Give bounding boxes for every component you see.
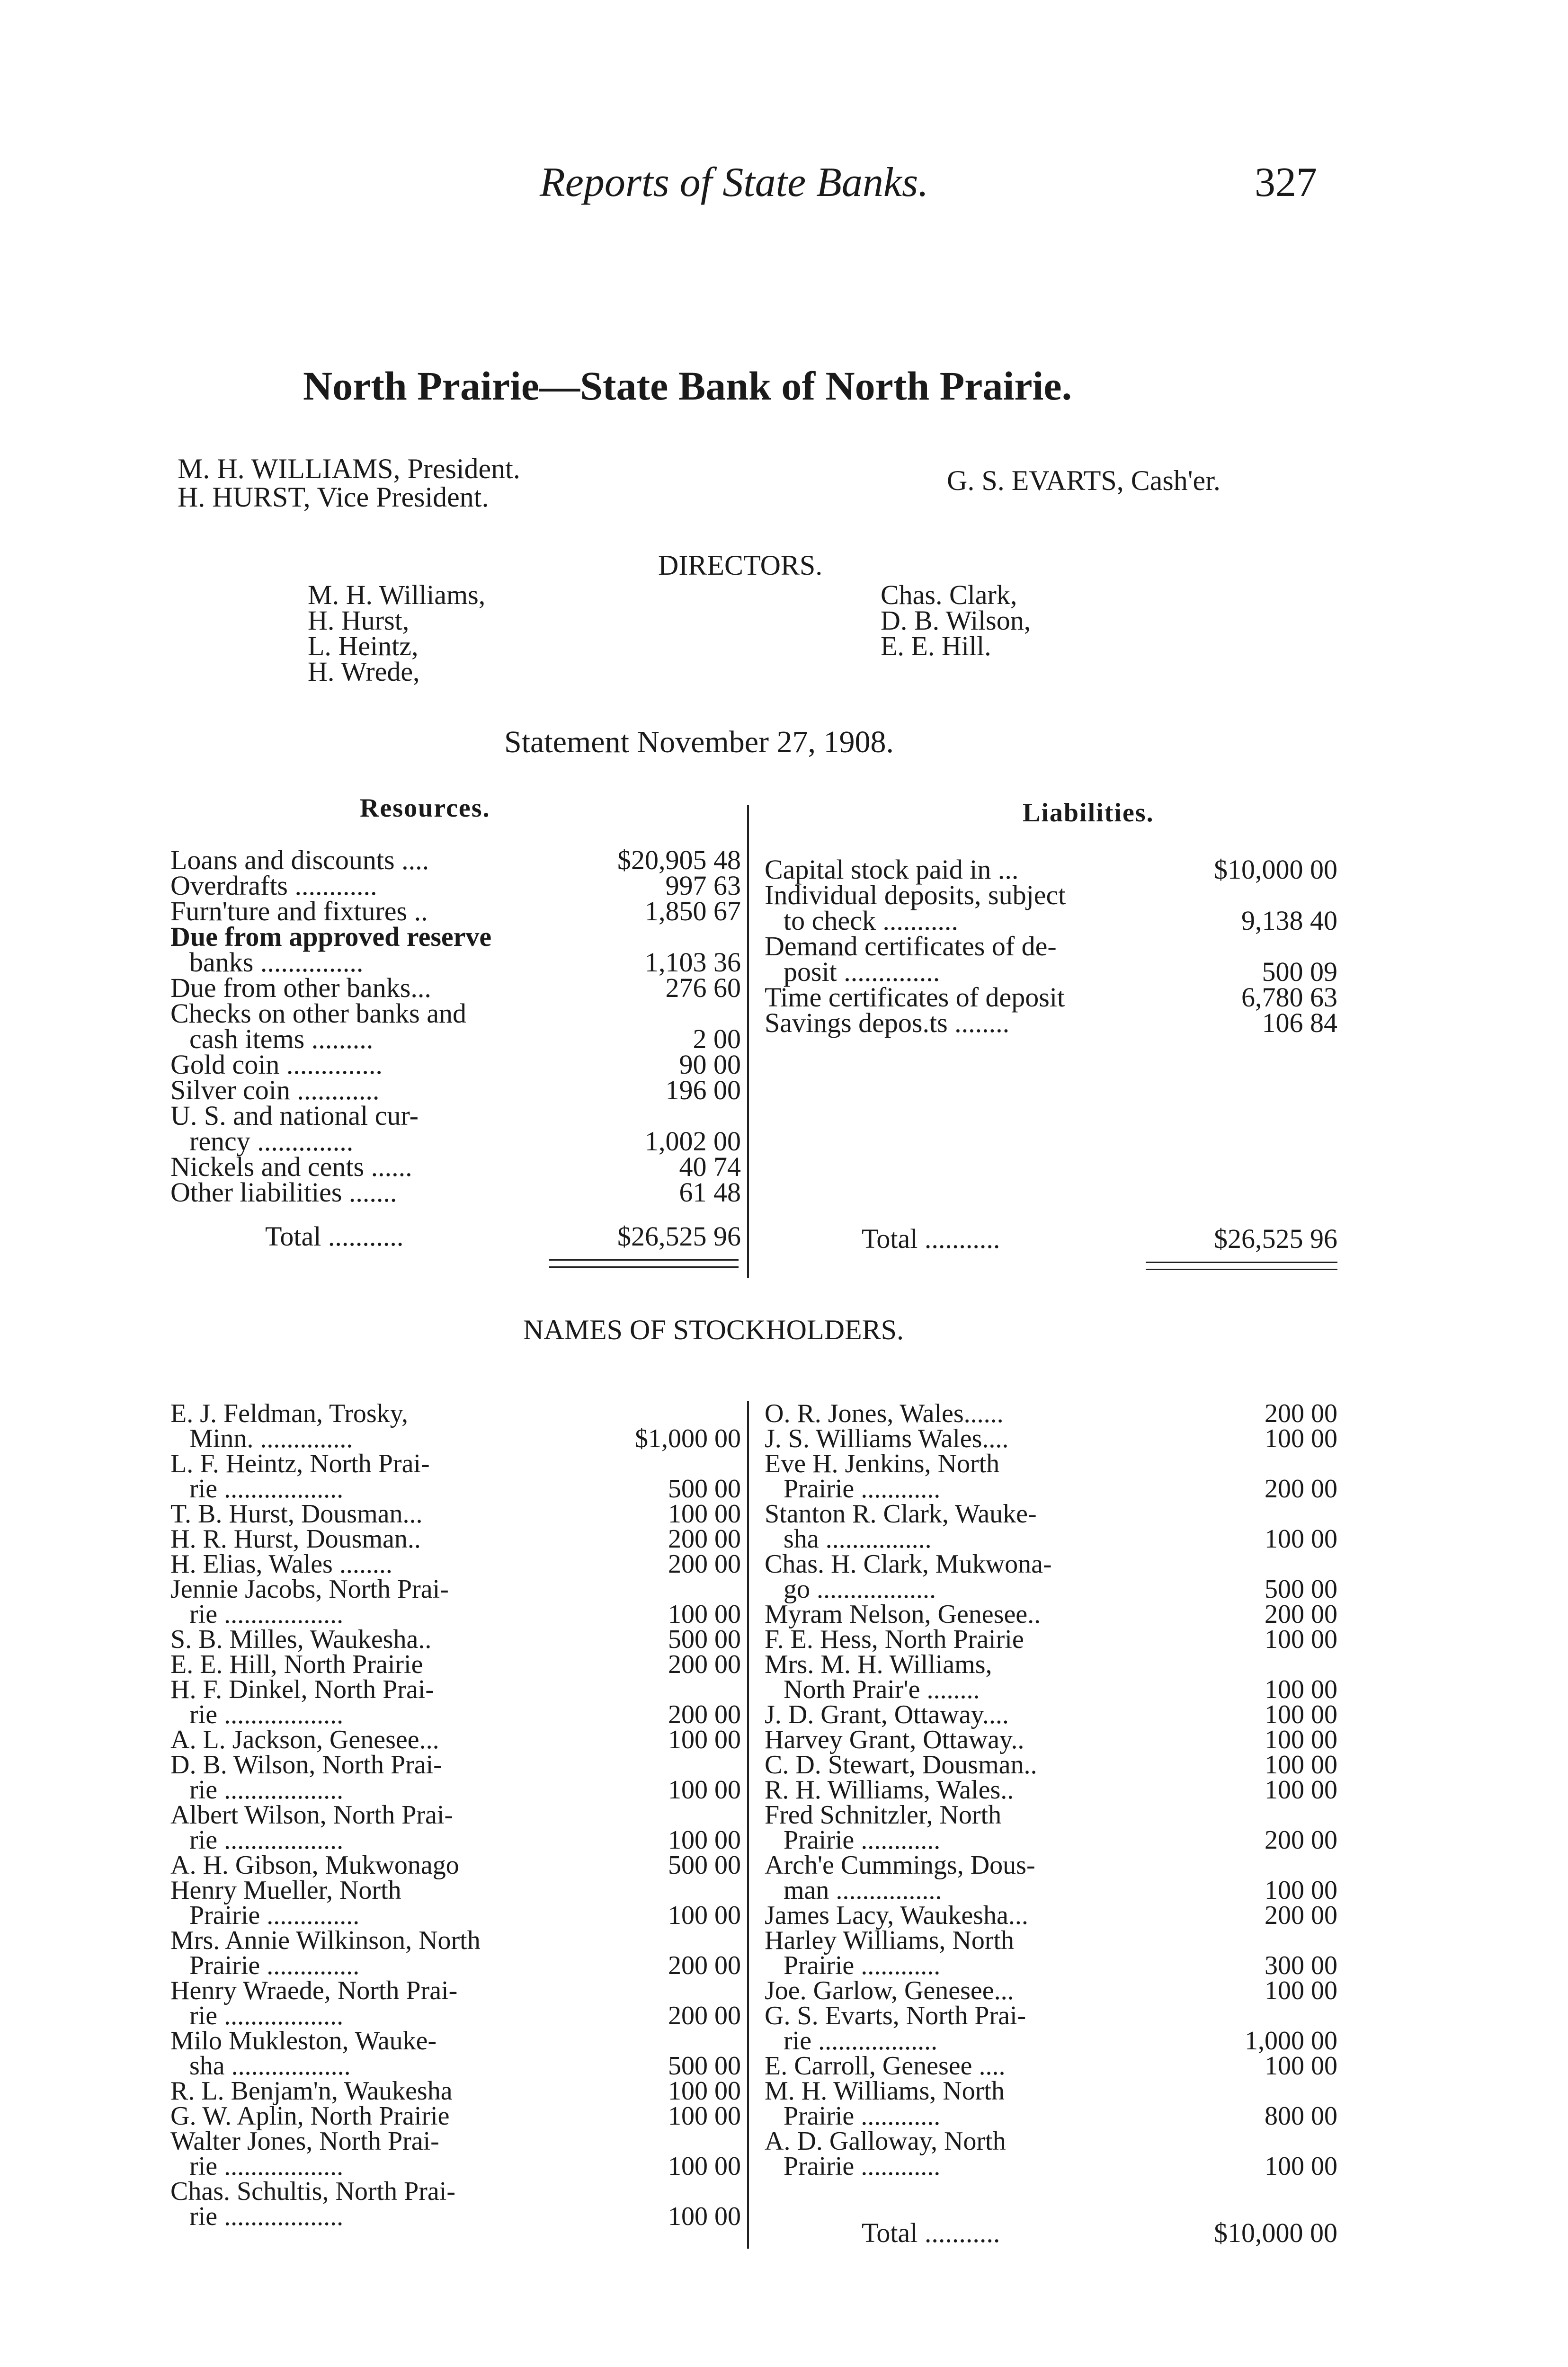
stockholder-row [170,1800,741,1830]
stockholder-name: Prairie ............ [784,2152,941,2181]
stockholder-name: E. Carroll, Genesee .... [765,2051,1006,2081]
stockholder-name: Myram Nelson, Genesee.. [765,1600,1041,1629]
stockholder-name: A. L. Jackson, Genesee... [170,1725,439,1754]
resource-row [170,947,741,978]
stockholder-name: Minn. .............. [189,1424,353,1453]
stockholder-row [765,1727,1337,1753]
resource-amount: 2 00 [693,1023,741,1054]
stockholder-amount: 1,000 00 [1245,2026,1337,2056]
stockholder-amount: 100 00 [1265,2051,1337,2081]
liability-label: to check ........... [784,905,958,936]
stockholder-name: R. H. Williams, Wales.. [765,1775,1014,1805]
resource-amount: 276 60 [665,972,741,1003]
resource-row [170,896,741,926]
stockholder-amount: 100 00 [1265,1524,1337,1554]
stockholder-row [765,1800,1337,1830]
stockholder-row [170,1978,741,2003]
stockholder-row [765,1750,1337,1780]
liabilities-total-amount: $26,525 96 [1214,1223,1337,1254]
stockholder-row [765,1474,1337,1504]
resource-row [170,972,741,1003]
stockholder-amount: 100 00 [668,2101,741,2131]
stockholder-name: Henry Wraede, North Prai- [170,1976,458,2005]
stockholder-name: rie .................. [189,1474,344,1504]
stockholder-amount: 100 00 [1265,1976,1337,2005]
resource-amount: 61 48 [679,1177,741,1208]
stockholder-name: T. B. Hurst, Dousman... [170,1499,423,1529]
running-header-title: Reports of State Banks. [540,160,929,205]
stockholder-name: Prairie ............ [784,1474,941,1504]
resource-label: banks ............... [189,947,364,978]
bank-title: North Prairie—State Bank of North Prairie. [303,363,1072,409]
resource-row [170,921,741,952]
stockholder-name: Harley Williams, North [765,1926,1015,1955]
director-name: H. Wrede, [308,656,420,687]
resource-label: rency .............. [189,1126,354,1157]
stockholder-amount: 200 00 [1265,1399,1337,1428]
stockholder-amount: 200 00 [1265,1600,1337,1629]
stockholder-name: M. H. Williams, North [765,2076,1005,2106]
directors-right-list [881,579,1031,661]
resources-total-row [265,1221,741,1252]
directors-heading: DIRECTORS. [658,550,823,581]
stockholder-name: Harvey Grant, Ottaway.. [765,1725,1025,1754]
resources-table [170,847,741,1207]
stockholder-row [765,1677,1337,1702]
resource-row [170,998,741,1029]
stockholder-amount: 200 00 [668,2001,741,2030]
stockholder-row [765,1775,1337,1805]
stockholder-name: O. R. Jones, Wales...... [765,1399,1004,1428]
resources-total-rule [549,1259,739,1268]
stockholder-name: Chas. Schultis, North Prai- [170,2177,455,2206]
stockholders-total-amount: $10,000 00 [1214,2217,1337,2248]
liability-amount: 106 84 [1262,1007,1337,1038]
resource-label: Silver coin ............ [170,1075,380,1105]
stockholder-name: rie .................. [189,2202,344,2231]
stockholder-amount: 100 00 [1265,1750,1337,1780]
resource-row [170,1126,741,1157]
stockholder-name: J. D. Grant, Ottaway.... [765,1700,1009,1729]
stockholder-amount: 100 00 [668,2152,741,2181]
stockholders-column-divider [747,1401,749,2249]
stockholder-row [765,1627,1337,1652]
resource-label: Nickels and cents ...... [170,1151,412,1182]
stockholder-name: go .................. [784,1575,936,1604]
resources-total-label: Total ........... [265,1221,404,1252]
stockholder-name: rie .................. [189,2001,344,2030]
resource-row [170,847,741,873]
stockholder-row [170,1928,741,1953]
liability-row [765,931,1337,961]
stockholder-name: Prairie ............ [784,1951,941,1980]
stockholder-name: H. R. Hurst, Dousman.. [170,1524,421,1554]
resource-row [170,1100,741,1131]
stockholder-row [170,1853,741,1878]
stockholder-amount: 500 00 [668,1851,741,1880]
stockholder-name: Arch'e Cummings, Dous- [765,1851,1035,1880]
stockholder-amount: 200 00 [668,1951,741,1980]
stockholder-name: Mrs. M. H. Williams, [765,1650,992,1679]
liabilities-total-rule [1146,1262,1337,1270]
stockholders-left-column [170,1401,741,2249]
resource-row [170,1177,741,1208]
stockholder-row [765,1978,1337,2003]
stockholder-row [170,1627,741,1652]
stockholder-name: H. F. Dinkel, North Prai- [170,1675,435,1704]
stockholder-amount: 100 00 [668,1775,741,1805]
resources-heading: Resources. [360,793,490,823]
director-name: M. H. Williams, [308,579,486,610]
resource-label: cash items ......... [189,1023,374,1054]
stockholder-amount: 500 00 [668,2051,741,2081]
stockholder-row [765,1451,1337,1477]
stockholder-name: Milo Mukleston, Wauke- [170,2026,437,2056]
stockholder-row [170,2076,741,2106]
stockholder-row [765,1577,1337,1602]
liability-amount: 6,780 63 [1241,982,1337,1013]
stockholder-amount: 100 00 [1265,2152,1337,2181]
stockholder-name: Chas. H. Clark, Mukwona- [765,1549,1052,1579]
liability-label: Savings depos.ts ........ [765,1007,1010,1038]
stockholder-row [170,1727,741,1753]
stockholder-row [170,1775,741,1805]
stockholder-row [765,1524,1337,1554]
stockholder-row [765,1903,1337,1928]
liability-amount: 500 09 [1262,956,1337,987]
stockholder-name: rie .................. [189,1825,344,1855]
stockholder-amount: 100 00 [668,1499,741,1529]
stockholder-amount: 100 00 [668,2202,741,2231]
resource-amount: 40 74 [679,1151,741,1182]
stockholder-amount: 200 00 [1265,1825,1337,1855]
resource-amount: 1,850 67 [645,896,741,926]
stockholder-amount: 500 00 [1265,1575,1337,1604]
liability-label: Capital stock paid in ... [765,854,1019,885]
stockholder-row [170,1825,741,1855]
stockholders-total-row [862,2217,1337,2248]
stockholder-row [170,2204,741,2229]
statement-column-divider [747,805,749,1278]
stockholders-heading: NAMES OF STOCKHOLDERS. [523,1314,904,1345]
stockholder-row [765,1702,1337,1727]
resources-total-amount: $26,525 96 [617,1221,741,1252]
liability-amount: 9,138 40 [1241,905,1337,936]
stockholder-name: Mrs. Annie Wilkinson, North [170,1926,481,1955]
resource-label: Other liabilities ....... [170,1177,397,1208]
stockholder-amount: 200 00 [668,1700,741,1729]
stockholder-amount: 100 00 [668,1901,741,1930]
resource-row [170,1023,741,1054]
stockholder-name: S. B. Milles, Waukesha.. [170,1625,432,1654]
stockholders-total-label: Total ........... [862,2217,1000,2248]
resource-label: Furn'ture and fixtures .. [170,896,428,926]
liability-row [765,905,1337,936]
stockholder-amount: 100 00 [1265,1675,1337,1704]
stockholder-name: rie .................. [189,2152,344,2181]
stockholder-amount: 100 00 [1265,1625,1337,1654]
stockholder-name: sha ................ [784,1524,932,1554]
stockholder-name: A. H. Gibson, Mukwonago [170,1851,459,1880]
stockholder-name: E. J. Feldman, Trosky, [170,1399,409,1428]
stockholder-row [170,1401,741,1426]
stockholder-name: Albert Wilson, North Prai- [170,1800,454,1830]
stockholder-name: man ................ [784,1876,942,1905]
stockholder-name: C. D. Stewart, Dousman.. [765,1750,1037,1780]
resource-label: Gold coin .............. [170,1049,383,1080]
stockholder-amount: 500 00 [668,1625,741,1654]
stockholder-name: Prairie .............. [189,1951,360,1980]
stockholder-name: sha .................. [189,2051,351,2081]
resource-row [170,870,741,901]
stockholder-row [170,1577,741,1602]
stockholder-amount: 200 00 [668,1650,741,1679]
liability-label: Demand certificates of de- [765,931,1057,961]
stockholder-amount: 800 00 [1265,2101,1337,2131]
stockholder-row [170,1677,741,1702]
stockholder-amount: 100 00 [668,2076,741,2106]
statement-date: Statement November 27, 1908. [504,725,894,759]
stockholder-amount: 200 00 [1265,1474,1337,1504]
resource-amount: 997 63 [665,870,741,901]
stockholder-name: H. Elias, Wales ........ [170,1549,392,1579]
stockholder-name: E. E. Hill, North Prairie [170,1650,423,1679]
stockholder-name: James Lacy, Waukesha... [765,1901,1028,1930]
stockholder-row [765,1549,1337,1579]
resource-row [170,1151,741,1182]
director-name: H. Hurst, [308,605,410,636]
stockholder-row [170,2051,741,2081]
stockholder-row [170,2101,741,2131]
stockholder-row [170,2129,741,2154]
stockholder-row [765,2101,1337,2131]
stockholder-row [170,2179,741,2204]
stockholder-amount: 500 00 [668,1474,741,1504]
stockholder-name: Jennie Jacobs, North Prai- [170,1575,449,1604]
stockholder-row [170,1750,741,1780]
stockholder-row [170,1451,741,1477]
stockholder-row [170,1652,741,1677]
resource-amount: 90 00 [679,1049,741,1080]
resource-row [170,1077,741,1103]
stockholder-name: Prairie .............. [189,1901,360,1930]
stockholder-row [765,1652,1337,1677]
stockholder-name: G. W. Aplin, North Prairie [170,2101,450,2131]
stockholder-row [765,1426,1337,1451]
resource-row [170,1049,741,1080]
resource-label: Due from approved reserve [170,921,492,952]
stockholder-name: Henry Mueller, North [170,1876,401,1905]
liability-label: Individual deposits, subject [765,880,1066,910]
liability-row [765,982,1337,1013]
stockholder-amount: 100 00 [1265,1424,1337,1453]
liability-row [765,956,1337,987]
stockholder-row [170,1524,741,1554]
resource-label: Loans and discounts .... [170,845,429,875]
liability-row [765,882,1337,908]
stockholder-name: Eve H. Jenkins, North [765,1449,1000,1478]
stockholder-row [765,2003,1337,2029]
director-name: L. Heintz, [308,631,419,661]
stockholder-row [765,1878,1337,1903]
stockholder-name: Walter Jones, North Prai- [170,2127,439,2156]
resource-label: Due from other banks... [170,972,431,1003]
stockholder-name: Prairie ............ [784,1825,941,1855]
officer-president: M. H. WILLIAMS, President. [178,453,520,484]
stockholder-row [765,1825,1337,1855]
stockholder-name: Fred Schnitzler, North [765,1800,1002,1830]
liabilities-total-label: Total ........... [862,1223,1000,1254]
officer-vice-president: H. HURST, Vice President. [178,481,489,513]
stockholder-row [170,2003,741,2029]
resource-amount: 196 00 [665,1075,741,1105]
stockholder-row [765,1499,1337,1529]
officer-cashier: G. S. EVARTS, Cash'er. [947,465,1221,496]
stockholder-name: L. F. Heintz, North Prai- [170,1449,430,1478]
stockholder-amount: 300 00 [1265,1951,1337,1980]
stockholder-row [170,1953,741,1978]
liabilities-table [765,854,1337,1046]
stockholder-row [170,1903,741,1928]
stockholder-name: rie .................. [189,1600,344,1629]
stockholder-amount: 100 00 [668,1825,741,1855]
stockholder-row [170,1426,741,1451]
stockholder-row [765,2129,1337,2154]
stockholder-row [170,2026,741,2056]
liability-row [765,1007,1337,1038]
stockholder-name: J. S. Williams Wales.... [765,1424,1009,1453]
liability-row [765,854,1337,885]
stockholder-row [765,2026,1337,2056]
stockholder-name: rie .................. [189,1700,344,1729]
resource-label: Overdrafts ............ [170,870,377,901]
directors-left-list [308,579,486,687]
liability-label: Time certificates of deposit [765,982,1065,1013]
stockholder-row [765,2051,1337,2081]
liability-amount: $10,000 00 [1214,854,1337,885]
stockholder-row [170,1878,741,1903]
stockholder-row [170,1474,741,1504]
stockholders-right-column [765,1401,1337,2201]
stockholder-name: rie .................. [189,1775,344,1805]
stockholder-amount: 100 00 [1265,1876,1337,1905]
stockholder-name: Prairie ............ [784,2101,941,2131]
stockholder-name: Joe. Garlow, Genesee... [765,1976,1014,2005]
resource-label: Checks on other banks and [170,998,466,1029]
stockholder-name: F. E. Hess, North Prairie [765,1625,1024,1654]
director-name: D. B. Wilson, [881,605,1031,636]
liability-label: posit .............. [784,956,940,987]
stockholder-name: North Prair'e ........ [784,1675,980,1704]
director-name: Chas. Clark, [881,579,1017,610]
stockholder-amount: 100 00 [668,1725,741,1754]
resource-amount: 1,103 36 [645,947,741,978]
stockholder-amount: 100 00 [668,1600,741,1629]
stockholder-row [765,1953,1337,1978]
stockholder-row [170,1602,741,1627]
page-number: 327 [1255,160,1317,205]
stockholder-row [170,1549,741,1579]
liabilities-total-row [862,1223,1337,1254]
stockholder-row [765,2154,1337,2179]
stockholder-amount: 200 00 [668,1549,741,1579]
resource-amount: $20,905 48 [617,845,741,875]
stockholder-amount: $1,000 00 [635,1424,741,1453]
stockholder-amount: 200 00 [668,1524,741,1554]
stockholder-name: R. L. Benjam'n, Waukesha [170,2076,453,2106]
director-name: E. E. Hill. [881,631,991,661]
stockholder-row [170,1702,741,1727]
stockholder-name: D. B. Wilson, North Prai- [170,1750,442,1780]
stockholder-row [170,2154,741,2179]
stockholder-row [765,1928,1337,1953]
resource-amount: 1,002 00 [645,1126,741,1157]
stockholder-amount: 200 00 [1265,1901,1337,1930]
stockholder-row [765,1602,1337,1627]
stockholder-name: A. D. Galloway, North [765,2127,1006,2156]
stockholder-row [765,1853,1337,1878]
stockholder-amount: 100 00 [1265,1700,1337,1729]
stockholder-name: Stanton R. Clark, Wauke- [765,1499,1037,1529]
resource-label: U. S. and national cur- [170,1100,419,1131]
liabilities-heading: Liabilities. [1023,798,1154,828]
stockholder-name: G. S. Evarts, North Prai- [765,2001,1026,2030]
stockholder-row [170,1499,741,1529]
stockholder-name: rie .................. [784,2026,938,2056]
stockholder-row [765,1401,1337,1426]
stockholder-amount: 100 00 [1265,1775,1337,1805]
stockholder-amount: 100 00 [1265,1725,1337,1754]
stockholder-row [765,2076,1337,2106]
